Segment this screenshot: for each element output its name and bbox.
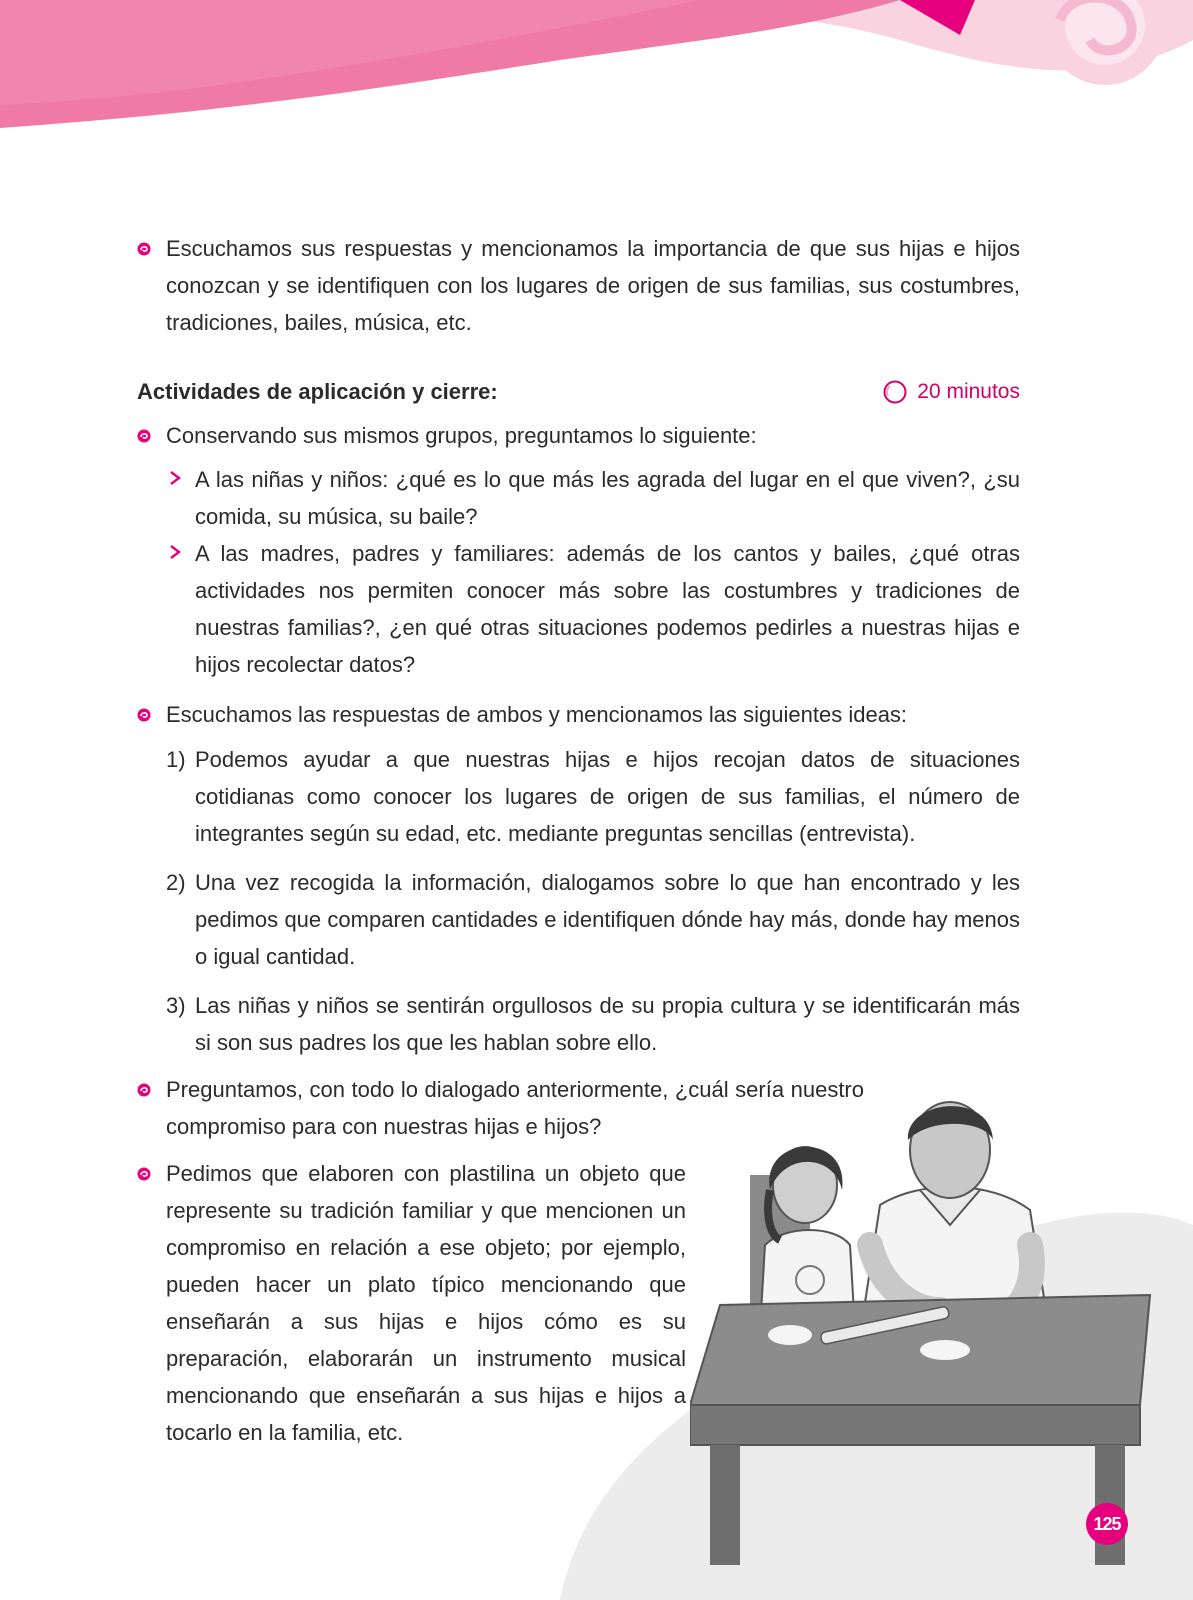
pink-swirl-bullet-icon (137, 1167, 151, 1181)
numbered-list (137, 741, 1020, 1061)
numbered-item-number: 3) (166, 993, 186, 1018)
ideas-bullet-text: Escuchamos las respuestas de ambos y mencionamos las siguientes ideas: (166, 702, 908, 727)
numbered-item (137, 741, 1020, 852)
plasticine-bullet (137, 1155, 686, 1451)
plasticine-bullet-text: Pedimos que elaboren con plastilina un objeto que represente su tradición familiar y que mencionen un compromiso en relación a ese objeto; por ejemplo, pueden hacer un plato típico mencionando que enseñarán a sus hijas e hijos cómo es su preparación, elaborarán un instrumento musical mencionando que enseñarán a sus hijas e hijos a tocarlo en la familia, etc. (166, 1161, 686, 1445)
groups-bullet-text: Conservando sus mismos grupos, preguntamos lo siguiente: (166, 423, 757, 448)
circle-clock-icon (883, 380, 907, 404)
sub-item-text: A las niñas y niños: ¿qué es lo que más les agrada del lugar en el que viven?, ¿su comida, su música, su baile? (195, 467, 1020, 529)
question-bullet-text: Preguntamos, con todo lo dialogado anteriormente, ¿cuál sería nuestro compromiso para con nuestras hijas e hijos? (166, 1077, 864, 1139)
section-header (137, 379, 1020, 405)
intro-bullet (137, 230, 1020, 341)
pink-swirl-bullet-icon (137, 708, 151, 722)
sub-item (137, 461, 1020, 535)
chevron-right-icon (169, 471, 181, 485)
sub-list (137, 461, 1020, 683)
sub-item (137, 535, 1020, 683)
pink-swirl-bullet-icon (137, 242, 151, 256)
pink-swirl-bullet-icon (137, 1083, 151, 1097)
section-title: Actividades de aplicación y cierre: (137, 379, 498, 404)
chevron-right-icon (169, 545, 181, 559)
numbered-item-number: 2) (166, 870, 186, 895)
numbered-item-number: 1) (166, 747, 186, 772)
main-content (137, 230, 1020, 1451)
ideas-bullet (137, 696, 1020, 733)
question-bullet (137, 1071, 864, 1145)
numbered-item-text: Las niñas y niños se sentirán orgullosos de su propia cultura y se identificarán más si son sus padres los que les hablan sobre ello. (195, 993, 1020, 1055)
page-number: 125 (1086, 1503, 1128, 1545)
section-time: 20 minutos (917, 380, 1020, 403)
section-timer (883, 380, 1020, 404)
intro-bullet-text: Escuchamos sus respuestas y mencionamos la importancia de que sus hijas e hijos conozcan y se identifiquen con los lugares de origen de sus familias, sus costumbres, tradiciones, bailes, música, etc. (166, 236, 1020, 335)
numbered-item-text: Una vez recogida la información, dialogamos sobre lo que han encontrado y les pedimos que comparen cantidades e identifiquen dónde hay más, donde hay menos o igual cantidad. (195, 870, 1020, 969)
header-wave-decoration (0, 0, 1193, 170)
numbered-item (137, 864, 1020, 975)
numbered-item (137, 987, 1020, 1061)
groups-bullet (137, 417, 1020, 454)
numbered-item-text: Podemos ayudar a que nuestras hijas e hijos recojan datos de situaciones cotidianas como conocer los lugares de origen de sus familias, el número de integrantes según su edad, etc. mediante preguntas sencillas (entrevista). (195, 747, 1020, 846)
pink-swirl-bullet-icon (137, 429, 151, 443)
sub-item-text: A las madres, padres y familiares: además de los cantos y bailes, ¿qué otras actividades nos permiten conocer más sobre las costumbres y tradiciones de nuestras familias?, ¿en qué otras situaciones podemos pedirles a nuestras hijas e hijos recolectar datos? (195, 541, 1020, 677)
